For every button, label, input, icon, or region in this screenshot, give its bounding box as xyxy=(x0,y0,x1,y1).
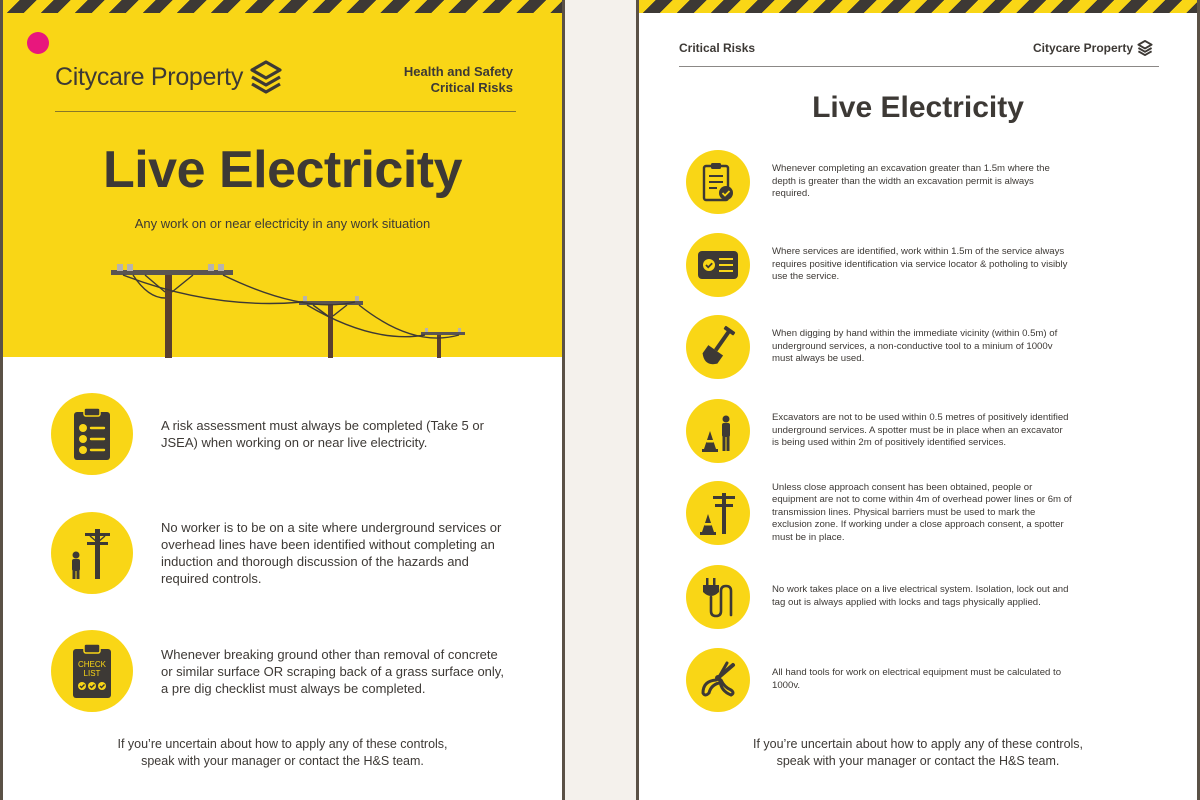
list-item xyxy=(686,481,1072,545)
item-text: Whenever breaking ground other than removal of concrete or similar surface OR scraping back of a grass surface only, a pre dig checklist must always be completed. xyxy=(161,646,504,696)
icon-circle xyxy=(686,565,750,629)
item-text: Unless close approach consent has been obtained, people or equipment are not to come within 4m of overhead power lines or 6m of transmission lines. Physical barriers must be used to mark the exclusion zone. If working under a close approach consent, a spotter must be in place. xyxy=(772,481,1072,543)
icon-circle xyxy=(686,648,750,712)
brand-logo xyxy=(1033,40,1153,56)
header-title-line1: Health and Safety xyxy=(403,64,513,79)
poster-title: Live Electricity xyxy=(102,141,463,199)
poster-subtitle: Any work on or near electricity in any work situation xyxy=(134,216,431,231)
list-item xyxy=(51,393,511,475)
list-item xyxy=(686,648,1072,712)
id-card-icon xyxy=(696,249,740,281)
item-text: All hand tools for work on electrical equipment must be calculated to 1000v. xyxy=(772,667,1062,691)
item-text: When digging by hand within the immediate vicinity (within 0.5m) of underground services, a non-conductive tool to a minium of 1000v must always be used. xyxy=(772,328,1058,365)
list-item xyxy=(51,630,511,712)
right-poster xyxy=(636,0,1200,800)
item-text: No worker is to be on a site where underground services or overhead lines have been identified without completing an induction and thorough discussion of the hazards and required controls. xyxy=(161,520,502,586)
header-title-line2: Critical Risks xyxy=(430,80,513,95)
header-divider xyxy=(55,111,516,112)
icon-circle xyxy=(686,399,750,463)
item-text: No work takes place on a live electrical system. Isolation, lock out and tag out is always applied with locks and tags physically applied. xyxy=(772,584,1069,608)
footer-line2: speak with your manager or contact the H&S team. xyxy=(776,754,1060,768)
list-label: LIST xyxy=(83,669,101,678)
permit-clipboard-icon xyxy=(701,161,735,203)
checklist-clipboard-icon xyxy=(69,642,115,700)
brand-chevron-icon xyxy=(1137,40,1153,56)
brand-logo xyxy=(55,60,283,94)
item-text: Whenever completing an excavation greater than 1.5m where the depth is greater than the width an excavation permit is always required. xyxy=(772,163,1050,200)
icon-circle xyxy=(51,512,133,594)
list-item xyxy=(686,315,1072,379)
check-label: CHECK xyxy=(77,660,107,669)
footer-note xyxy=(639,736,1197,770)
brand-name: Citycare Property xyxy=(55,62,244,91)
header-title xyxy=(404,64,513,96)
icon-circle xyxy=(51,393,133,475)
list-item xyxy=(51,512,511,594)
list-item xyxy=(686,233,1072,297)
pink-marker-dot xyxy=(27,32,49,54)
worker-power-pole-icon xyxy=(67,525,117,581)
header-title: Critical Risks xyxy=(679,41,756,55)
footer-note xyxy=(3,736,562,770)
icon-circle xyxy=(686,315,750,379)
list-item xyxy=(686,565,1072,629)
brand-chevron-icon xyxy=(249,60,283,94)
list-item xyxy=(686,399,1072,463)
clipboard-check-icon xyxy=(70,406,114,462)
pliers-icon xyxy=(697,659,739,701)
footer-line2: speak with your manager or contact the H&S team. xyxy=(141,754,424,768)
icon-circle xyxy=(51,630,133,712)
shovel-icon xyxy=(698,325,738,369)
poster-title: Live Electricity xyxy=(812,91,1024,124)
icon-circle xyxy=(686,150,750,214)
icon-circle xyxy=(686,481,750,545)
plug-icon xyxy=(696,575,740,619)
item-text: A risk assessment must always be completed (Take 5 or JSEA) when working on or near live electricity. xyxy=(161,418,484,450)
left-poster xyxy=(0,0,565,800)
icon-circle xyxy=(686,233,750,297)
hazard-stripe xyxy=(3,0,562,13)
footer-line1: If you’re uncertain about how to apply any of these controls, xyxy=(117,737,448,751)
list-item xyxy=(686,150,1072,214)
header-divider xyxy=(679,66,1159,67)
hazard-stripe xyxy=(639,0,1197,13)
power-poles-illustration xyxy=(103,258,473,358)
footer-line1: If you’re uncertain about how to apply any of these controls, xyxy=(752,737,1084,751)
item-text: Excavators are not to be used within 0.5 metres of positively identified underground services. A spotter must be in place when an excavator is being used within 2m of positively identified services. xyxy=(772,412,1069,449)
brand-name: Citycare Property xyxy=(1032,41,1133,55)
item-text: Where services are identified, work within 1.5m of the service always requires positive identification via service locator & potholing to visibly use the service. xyxy=(772,246,1068,283)
power-pole-cone-icon xyxy=(698,490,738,536)
cone-spotter-icon xyxy=(698,409,738,453)
